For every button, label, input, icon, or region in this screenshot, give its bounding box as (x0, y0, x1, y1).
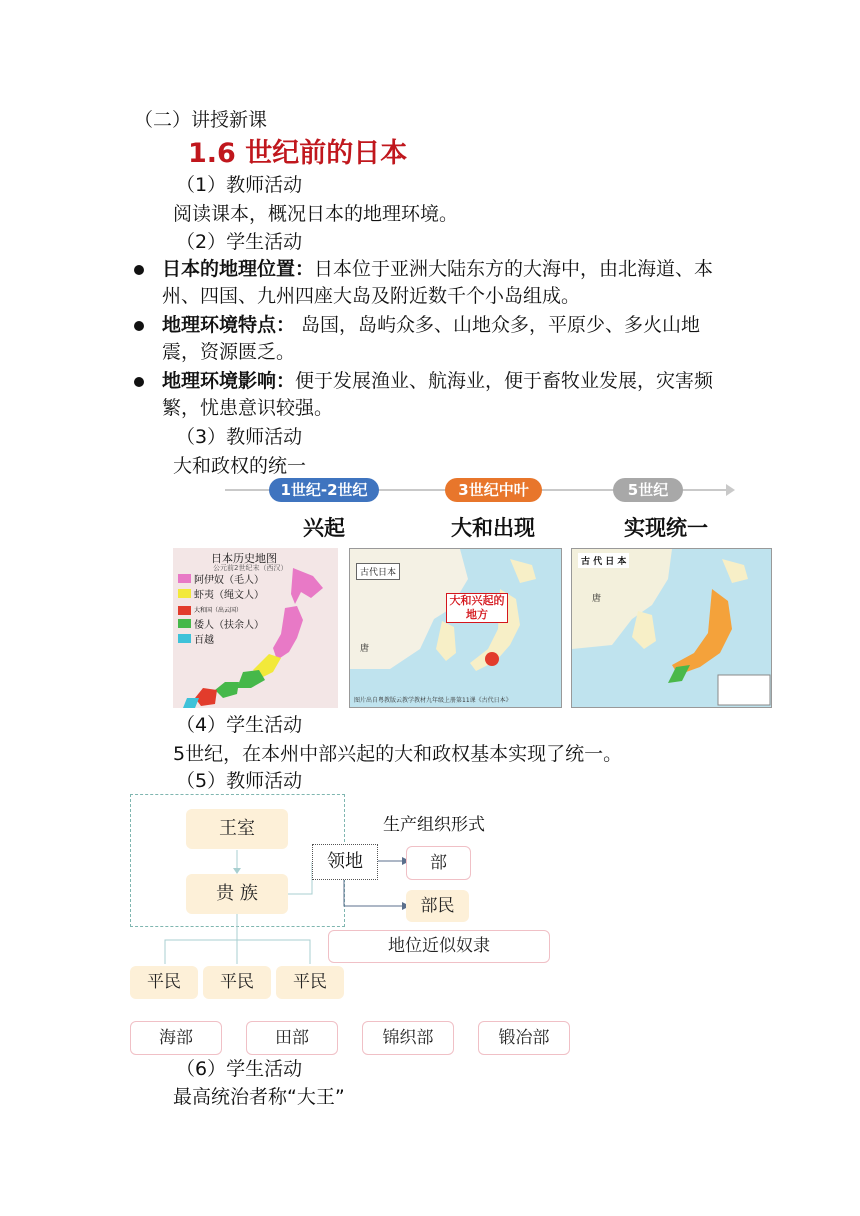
commoner-box: 平民 (130, 966, 198, 999)
activity5-label: （5）教师活动 (176, 770, 303, 792)
map3-place-label: 唐 (592, 594, 602, 604)
activity6-label: （6）学生活动 (176, 1058, 303, 1080)
production-label: 生产组织形式 (383, 815, 485, 835)
map2-callout: 大和兴起的地方 (446, 593, 508, 623)
map2-title: 古代日本 (356, 563, 400, 580)
commoner-box: 平民 (276, 966, 344, 999)
fief-box: 领地 (312, 844, 378, 880)
legend-item: 阿伊奴（毛人） (178, 573, 264, 588)
timeline-period-1: 1世纪-2世纪 (269, 478, 379, 502)
map1-subtitle: 公元前2世纪末（西汉） (213, 564, 288, 572)
bullet-term: 地理环境影响： (162, 370, 296, 392)
legend-item: 虾夷（绳文人） (178, 588, 264, 603)
royal-box: 王室 (186, 809, 288, 849)
section-title: （二）讲授新课 (134, 109, 268, 131)
timeline-period-3: 5世纪 (613, 478, 683, 502)
timeline-period-2: 3世纪中叶 (445, 478, 542, 502)
be-type-box: 锦织部 (362, 1021, 454, 1055)
activity3-label: （3）教师活动 (176, 426, 303, 448)
timeline-stage-1: 兴起 (303, 516, 345, 540)
legend-item: 倭人（扶余人） (178, 618, 264, 633)
legend-item: 百越 (178, 633, 264, 648)
activity1-text: 阅读课本，概况日本的地理环境。 (173, 203, 459, 225)
nobles-box: 贵 族 (186, 874, 288, 914)
bullet-text: 便于发展渔业、航海业，便于畜牧业发展，灾害频繁，忧患意识较强。 (162, 370, 714, 419)
map2-caption: 图片出自粤教版云教学教材九年级上册第11课《古代日本》 (354, 697, 512, 704)
bullet-text: 日本位于亚洲大陆东方的大海中，由北海道、本州、四国、九州四座大岛及附近数千个小岛组成。 (162, 258, 714, 307)
map3-title: 古 代 日 本 (578, 553, 629, 568)
activity6-text: 最高统治者称“大王” (173, 1086, 345, 1108)
be-box: 部 (406, 846, 471, 880)
timeline-stage-2: 大和出现 (451, 516, 535, 540)
legend-item: 大和国（出云国） (178, 603, 264, 618)
bemin-box: 部民 (406, 890, 469, 922)
activity4-label: （4）学生活动 (176, 714, 303, 736)
timeline-stage-3: 实现统一 (624, 516, 708, 540)
status-box: 地位近似奴隶 (328, 930, 550, 963)
activity2-label: （2）学生活动 (176, 231, 303, 253)
lesson-title: 1.6 世纪前的日本 (188, 138, 408, 169)
activity3-text: 大和政权的统一 (173, 455, 307, 477)
activity1-label: （1）教师活动 (176, 174, 303, 196)
be-type-box: 锻冶部 (478, 1021, 570, 1055)
be-type-box: 田部 (246, 1021, 338, 1055)
be-type-box: 海部 (130, 1021, 222, 1055)
commoner-box: 平民 (203, 966, 271, 999)
activity4-text: 5世纪，在本州中部兴起的大和政权基本实现了统一。 (173, 743, 623, 765)
map1-title: 日本历史地图 (211, 552, 277, 565)
bullet-term: 日本的地理位置： (162, 258, 315, 280)
map2-place-label: 唐 (360, 644, 370, 654)
bullet-term: 地理环境特点： (162, 314, 296, 336)
bullet-text: 岛国，岛屿众多、山地众多，平原少、多火山地震，资源匮乏。 (162, 314, 701, 363)
